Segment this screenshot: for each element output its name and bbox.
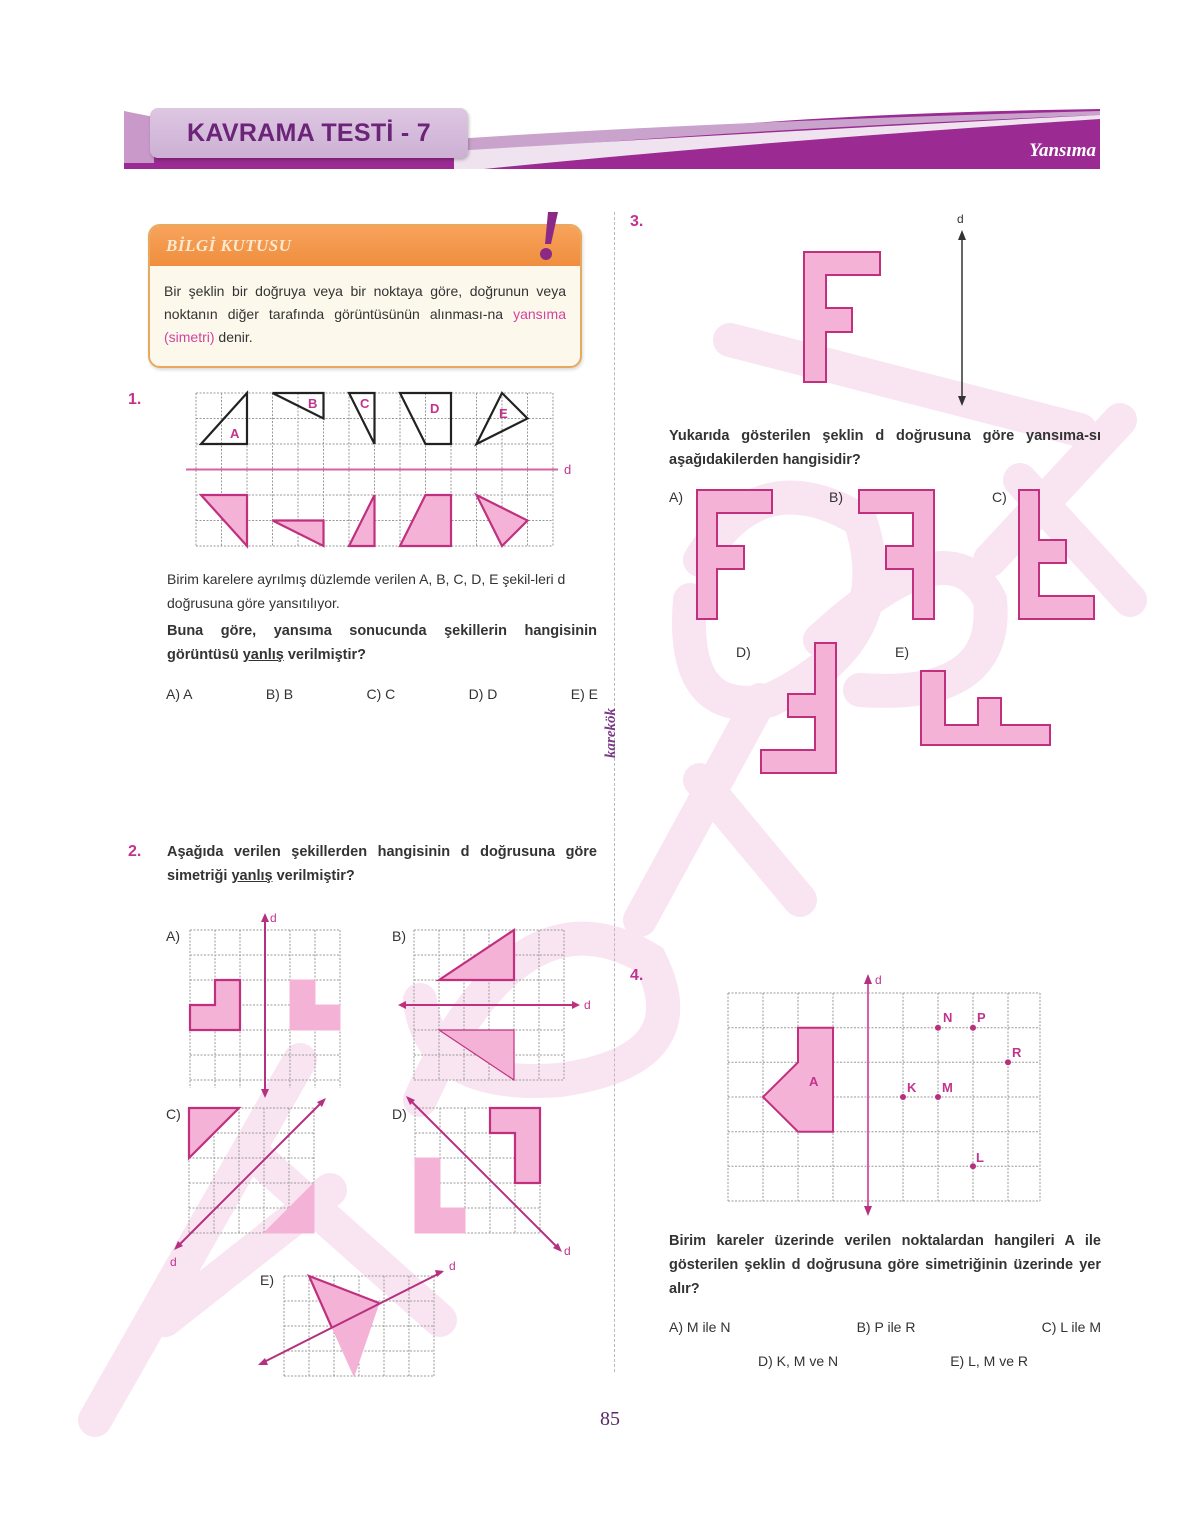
question-number: 2. <box>128 843 142 860</box>
q4-option-a[interactable]: A) M ile N <box>669 1319 731 1335</box>
question-number: 3. <box>630 213 644 230</box>
q3-figure <box>790 208 990 408</box>
q1-intro <box>167 567 597 615</box>
q4-option-e[interactable]: E) L, M ve R <box>950 1353 1028 1369</box>
q4-shape-label: A <box>809 1074 819 1089</box>
q2-option-e-label[interactable]: E) <box>260 1272 274 1288</box>
q2-prompt-emphasis: yanlış <box>231 868 273 884</box>
q2-option-d-label[interactable]: D) <box>392 1106 407 1122</box>
q4-prompt <box>669 1229 1101 1301</box>
shape-label-c: C <box>360 396 370 411</box>
q2a-line-label: d <box>270 911 277 925</box>
q1-prompt-end: verilmiştir? <box>283 647 367 663</box>
q1-options <box>166 686 598 702</box>
q1-option-b[interactable]: B) B <box>265 686 294 702</box>
q4-option-b[interactable]: B) P ile R <box>856 1319 916 1335</box>
column-divider <box>614 212 615 1372</box>
q1-line-label: d <box>564 462 572 477</box>
info-box <box>148 224 582 368</box>
q2c-line-label: d <box>170 1255 177 1269</box>
q3-prompt-text: Yukarıda gösterilen şeklin d doğrusuna göre yansıma-sı aşağıdakilerden hangisidir? <box>669 428 1101 468</box>
q4-options-row1 <box>669 1319 1101 1335</box>
q3-option-b-label[interactable]: B) <box>829 489 843 505</box>
q2-option-a-figure[interactable] <box>182 908 352 1103</box>
info-text-end: denir. <box>214 329 253 345</box>
point-k-label: K <box>907 1080 917 1095</box>
q2-prompt-text: Aşağıda verilen şekillerden hangisinin d doğrusuna göre simetriği <box>167 844 597 884</box>
q3-option-a-label[interactable]: A) <box>669 489 683 505</box>
q1-prompt-emphasis: yanlış <box>242 647 284 663</box>
info-box-header <box>150 226 580 266</box>
shape-label-a: A <box>230 426 240 441</box>
q2-option-c-label[interactable]: C) <box>166 1106 181 1122</box>
q2-option-b-label[interactable]: B) <box>392 928 406 944</box>
q1-figure <box>186 386 586 554</box>
q3-option-d-figure[interactable] <box>758 641 842 777</box>
q3-option-b-figure[interactable] <box>856 488 942 622</box>
side-label <box>603 688 620 758</box>
q1-option-a[interactable]: A) A <box>166 686 193 702</box>
shape-label-b: B <box>308 396 318 411</box>
test-title-tab <box>150 108 468 158</box>
shape-label-d: D <box>430 401 440 416</box>
q2-prompt-end: verilmiştir? <box>272 868 355 884</box>
q2-option-a-label[interactable]: A) <box>166 928 180 944</box>
q3-option-e-label[interactable]: E) <box>895 644 909 660</box>
q3-option-c-label[interactable]: C) <box>992 489 1007 505</box>
q2-prompt <box>167 840 597 888</box>
q2e-line-label: d <box>449 1259 456 1273</box>
q2-option-b-figure[interactable] <box>396 920 596 1090</box>
q4-options-row2 <box>758 1353 1028 1369</box>
q3-option-c-figure[interactable] <box>1016 488 1100 622</box>
page-number: 85 <box>600 1408 620 1430</box>
test-title: KAVRAMA TESTİ - 7 <box>187 118 431 147</box>
q1-option-d[interactable]: D) D <box>468 686 498 702</box>
info-highlight: yansıma (simetri) <box>164 306 566 345</box>
q2-option-e-figure[interactable] <box>252 1258 467 1383</box>
q1-intro-text: Birim karelere ayrılmış düzlemde verilen A, B, C, D, E şekil-leri d doğrusuna göre yansıtılıyor. <box>167 571 566 611</box>
q3-option-a-figure[interactable] <box>694 488 780 622</box>
subject-label: Yansıma <box>1029 140 1096 161</box>
q2-option-d-figure[interactable] <box>400 1090 590 1265</box>
shape-label-e: E <box>499 406 508 421</box>
info-text: Bir şeklin bir doğruya veya bir noktaya göre, doğrunun veya noktanın diğer tarafında görüntüsünün alınması-na <box>164 283 566 322</box>
q2d-line-label: d <box>564 1244 571 1258</box>
q4-figure <box>720 968 1060 1220</box>
q1-option-e[interactable]: E) E <box>570 686 598 702</box>
info-box-title: BİLGİ KUTUSU <box>166 236 292 255</box>
q3-option-d-label[interactable]: D) <box>736 644 751 660</box>
point-p-label: P <box>977 1010 986 1025</box>
side-label-text: karekök <box>603 708 619 758</box>
q4-option-d[interactable]: D) K, M ve N <box>758 1353 839 1369</box>
q3-line-label: d <box>957 212 964 226</box>
q2-option-c-figure[interactable] <box>166 1090 336 1270</box>
point-r-label: R <box>1012 1045 1022 1060</box>
question-number: 1. <box>128 391 142 408</box>
q4-line-label: d <box>875 973 882 987</box>
question-number: 4. <box>630 967 644 984</box>
q3-option-e-figure[interactable] <box>918 668 1054 750</box>
point-n-label: N <box>943 1010 953 1025</box>
q1-prompt <box>167 619 597 667</box>
point-m-label: M <box>942 1080 953 1095</box>
info-box-body <box>150 266 580 349</box>
q4-option-c[interactable]: C) L ile M <box>1041 1319 1101 1335</box>
q2b-line-label: d <box>584 998 591 1012</box>
exclamation-icon <box>534 210 564 262</box>
q4-prompt-text: Birim kareler üzerinde verilen noktalardan hangileri A ile gösterilen şeklin d doğrusuna göre simetriğinin üzerinde yer alır? <box>669 1233 1101 1297</box>
point-l-label: L <box>976 1150 984 1165</box>
q1-prompt-text: Buna göre, yansıma sonucunda şekillerin hangisinin görüntüsü <box>167 623 597 663</box>
q1-option-c[interactable]: C) C <box>366 686 396 702</box>
q3-prompt <box>669 424 1101 472</box>
